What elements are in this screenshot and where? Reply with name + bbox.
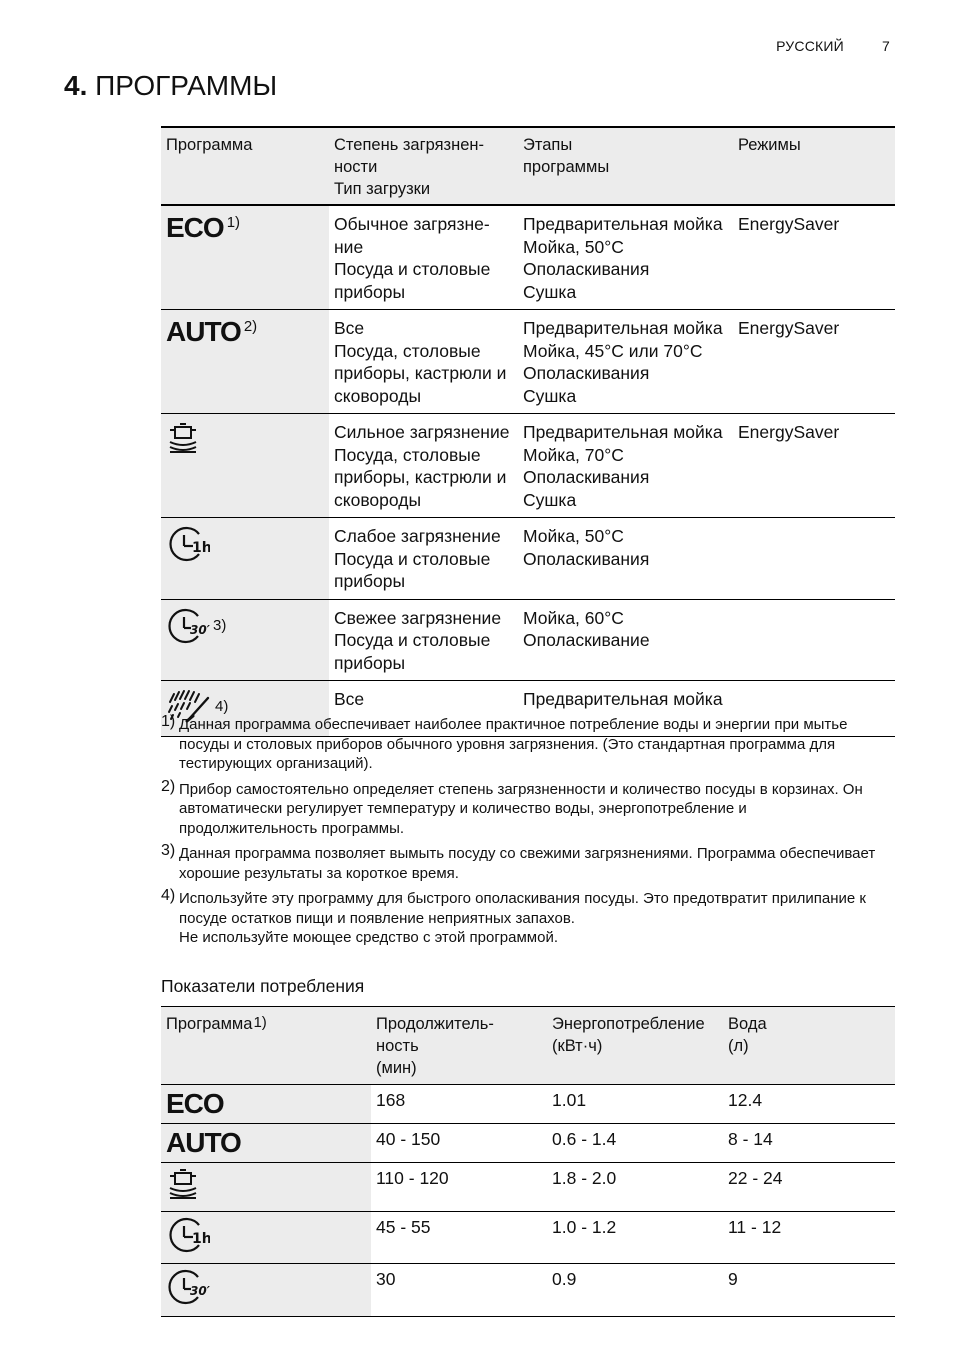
- column-header: Степень загрязнен- ности Тип загрузки: [329, 127, 518, 205]
- water-cell: 8 - 14: [728, 1129, 773, 1149]
- clock-1h-icon: [166, 1216, 210, 1260]
- footnote: [161, 715, 891, 774]
- footnote-ref: 1): [226, 214, 241, 231]
- clock-30-label: 30′: [190, 1284, 210, 1298]
- clock-1h-label: 1h: [192, 1230, 210, 1247]
- column-header: [161, 1007, 371, 1085]
- auto-label-icon: AUTO: [166, 316, 241, 347]
- water-cell: 22 - 24: [728, 1168, 783, 1188]
- page-number: 7: [882, 38, 890, 54]
- program-cell: [161, 1211, 371, 1264]
- table-row: [161, 310, 895, 414]
- program-cell: [161, 1264, 371, 1317]
- phases-cell: Предварительная мойка Мойка, 70°C Ополаскивания Сушка: [523, 422, 723, 510]
- duration-cell: 40 - 150: [376, 1129, 441, 1149]
- footnote: [161, 777, 891, 839]
- table-row: [161, 1163, 895, 1212]
- phases-cell: Предварительная мойка Мойка, 45°C или 70°C Ополаскивания Сушка: [523, 318, 723, 406]
- footnote-number: 3): [161, 842, 176, 859]
- phases-cell: Мойка, 50°C Ополаскивания: [523, 526, 650, 569]
- program-cell: [161, 599, 329, 681]
- consumption-header-row: [161, 1007, 895, 1085]
- energy-cell: 1.01: [552, 1090, 587, 1110]
- footnote-ref: 2): [243, 318, 258, 335]
- water-cell: 11 - 12: [728, 1216, 782, 1237]
- clock-30-label: 30′: [190, 622, 210, 637]
- footnote-text: Используйте эту программу для быстрого ополаскивания посуды. Это предотвратит прилипание к посуде остатков пищи и появление неприятных запахов. Не используйте моющее средство с этой программой.: [179, 890, 866, 946]
- program-cell: [161, 1085, 371, 1124]
- column-header: Этапы программы: [518, 127, 733, 205]
- soil-cell: Все: [334, 689, 365, 709]
- table-row: [161, 1124, 895, 1163]
- footnote: [161, 844, 891, 883]
- program-cell: [161, 1124, 371, 1163]
- pot-icon: [166, 1167, 200, 1207]
- program-cell: [161, 414, 329, 518]
- program-cell: [161, 310, 329, 414]
- footnote-number: 2): [161, 777, 176, 795]
- soil-cell: Слабое загрязнение Посуда и столовые приборы: [334, 526, 501, 591]
- duration-cell: 45 - 55: [376, 1216, 431, 1237]
- phases-cell: Предварительная мойка Мойка, 50°C Ополаскивания Сушка: [523, 214, 723, 302]
- section-number: 4.: [64, 70, 88, 101]
- column-header: Режимы: [733, 127, 895, 205]
- clock-1h-icon: [166, 525, 210, 569]
- energy-cell: 1.0 - 1.2: [552, 1216, 617, 1237]
- column-header: Продолжитель- ность (мин): [371, 1007, 547, 1085]
- auto-label-icon: AUTO: [166, 1127, 241, 1158]
- column-header: Энергопотребление (кВт·ч): [547, 1007, 723, 1085]
- modes-cell: EnergySaver: [738, 318, 840, 338]
- footnote-text: Прибор самостоятельно определяет степень загрязненности и количество посуды в корзинах. Он автоматически регулирует температуру и количество воды, энергопотребление и продолжительность программы.: [179, 780, 863, 837]
- eco-label-icon: ECO: [166, 1088, 224, 1119]
- footnote-ref: 1): [253, 1014, 267, 1031]
- consumption-table: [161, 1006, 895, 1317]
- program-cell: [161, 1163, 371, 1212]
- table-row: [161, 1264, 895, 1317]
- soil-cell: Свежее загрязнение Посуда и столовые приборы: [334, 607, 502, 673]
- table-row: [161, 518, 895, 600]
- footnote-ref: 4): [215, 698, 229, 715]
- footnote-ref: 3): [213, 616, 227, 634]
- program-cell: [161, 205, 329, 310]
- running-head: [776, 38, 890, 54]
- water-cell: 12.4: [728, 1090, 763, 1110]
- duration-cell: 30: [376, 1269, 396, 1289]
- modes-cell: EnergySaver: [738, 422, 840, 442]
- program-cell: [161, 518, 329, 600]
- footnote-text: Данная программа позволяет вымыть посуду со свежими загрязнениями. Программа обеспечивает хорошие результаты за короткое время.: [179, 845, 876, 882]
- soil-cell: Обычное загрязне- ние Посуда и столовые приборы: [334, 214, 491, 302]
- modes-cell: EnergySaver: [738, 214, 840, 234]
- footnote: [161, 889, 891, 948]
- footnote-text: Данная программа обеспечивает наиболее практичное потребление воды и энергии при мытье посуды и столовых приборов обычного уровня загрязнения. (Это стандартная программа для тестирующих организаций).: [179, 716, 848, 772]
- phases-cell: Мойка, 60°C Ополаскивание: [523, 607, 650, 650]
- column-header-label: Программа: [166, 1015, 253, 1033]
- clock-1h-label: 1h: [192, 540, 210, 556]
- table-row: [161, 1085, 895, 1124]
- footnotes: [161, 715, 891, 954]
- footnote-number: 1): [161, 713, 176, 730]
- water-cell: 9: [728, 1269, 738, 1289]
- table-row: [161, 414, 895, 518]
- programs-table: [161, 126, 895, 737]
- soil-cell: Все Посуда, столовые приборы, кастрюли и сковороды: [334, 318, 507, 406]
- phases-cell: Предварительная мойка: [523, 689, 723, 709]
- table-row: [161, 599, 895, 681]
- column-header: Вода (л): [723, 1007, 895, 1085]
- footnote-number: 4): [161, 887, 176, 904]
- programs-header-row: [161, 127, 895, 205]
- page-title: [64, 70, 277, 102]
- eco-label-icon: ECO: [166, 212, 224, 243]
- energy-cell: 0.6 - 1.4: [552, 1129, 617, 1149]
- energy-cell: 0.9: [552, 1269, 577, 1289]
- column-header: Программа: [161, 127, 329, 205]
- clock-30-icon: [166, 607, 210, 651]
- energy-cell: 1.8 - 2.0: [552, 1168, 617, 1188]
- section-title: ПРОГРАММЫ: [95, 70, 278, 101]
- soil-cell: Сильное загрязнение Посуда, столовые приборы, кастрюли и сковороды: [334, 422, 510, 510]
- modes-cell: [733, 518, 895, 600]
- language-label: РУССКИЙ: [776, 38, 844, 54]
- duration-cell: 110 - 120: [376, 1168, 449, 1188]
- pot-icon: [166, 421, 200, 461]
- clock-30-icon: [166, 1268, 210, 1312]
- modes-cell: [733, 599, 895, 681]
- table-row: [161, 1211, 895, 1264]
- table-row: [161, 205, 895, 310]
- duration-cell: 168: [376, 1090, 406, 1110]
- consumption-title: Показатели потребления: [161, 976, 365, 996]
